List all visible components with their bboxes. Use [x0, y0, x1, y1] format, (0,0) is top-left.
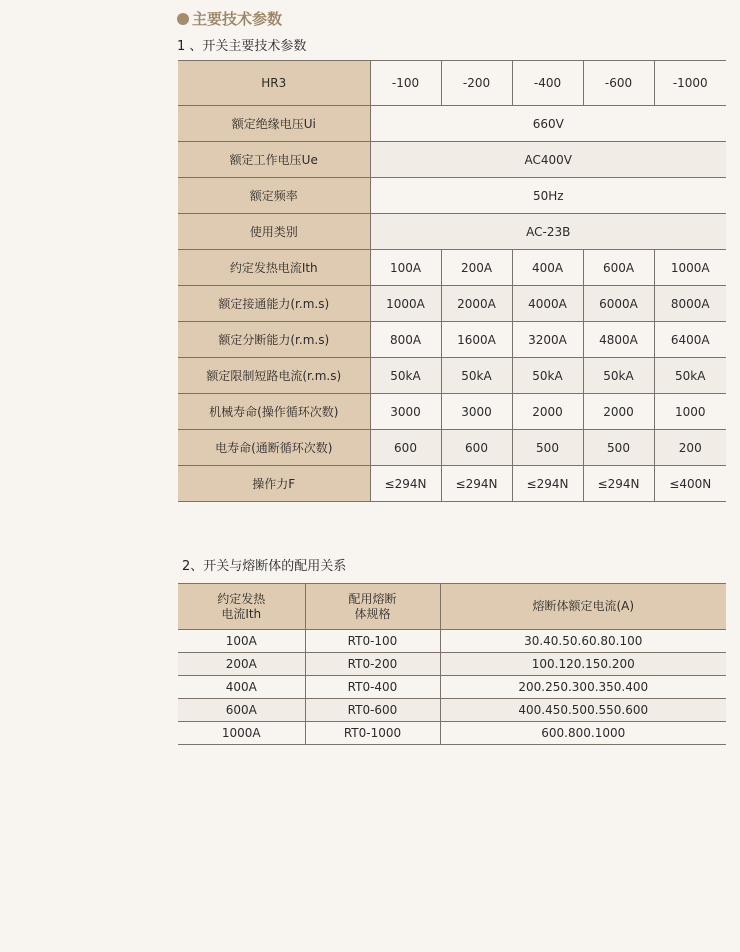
- table-row: [178, 699, 726, 722]
- table-cell: 400.450.500.550.600: [440, 699, 726, 722]
- value-cell: 1600A: [441, 322, 512, 358]
- row-label-cell: 额定频率: [178, 178, 370, 214]
- table-cell: 600A: [178, 699, 305, 722]
- value-cell: 600A: [583, 250, 654, 286]
- table-cell: 200.250.300.350.400: [440, 676, 726, 699]
- header-cell: [305, 584, 440, 630]
- row-label-cell: 约定发热电流Ith: [178, 250, 370, 286]
- value-cell: 600: [370, 430, 441, 466]
- value-cell: ≤294N: [370, 466, 441, 502]
- table-row: [178, 676, 726, 699]
- table-row: [178, 250, 726, 286]
- row-label-cell: 电寿命(通断循环次数): [178, 430, 370, 466]
- header-line: 熔断体额定电流(A): [532, 599, 635, 613]
- table-cell: RT0-100: [305, 630, 440, 653]
- table-cell: 600.800.1000: [440, 722, 726, 745]
- table-row: [178, 142, 726, 178]
- value-cell: 600: [441, 430, 512, 466]
- fuse-match-table: [178, 583, 726, 745]
- bullet-dot-icon: [177, 13, 189, 25]
- table-row: [178, 286, 726, 322]
- value-cell: 100A: [370, 250, 441, 286]
- row-label-cell: 额定限制短路电流(r.m.s): [178, 358, 370, 394]
- header-col-cell: -200: [441, 61, 512, 106]
- table-row: [178, 430, 726, 466]
- header-model-cell: HR3: [178, 61, 370, 106]
- value-cell: 50kA: [370, 358, 441, 394]
- table-row: [178, 722, 726, 745]
- row-label-cell: 额定绝缘电压Ui: [178, 106, 370, 142]
- value-cell: 200A: [441, 250, 512, 286]
- table-cell: 100A: [178, 630, 305, 653]
- value-cell: 6400A: [654, 322, 726, 358]
- table-row: [178, 178, 726, 214]
- value-cell: 3200A: [512, 322, 583, 358]
- header-line: 约定发热: [217, 591, 266, 606]
- row-label-cell: 额定工作电压Ue: [178, 142, 370, 178]
- value-cell: 2000: [583, 394, 654, 430]
- table-row: [178, 466, 726, 502]
- header-cell: [178, 584, 305, 630]
- header-col-cell: -600: [583, 61, 654, 106]
- row-label-cell: 额定分断能力(r.m.s): [178, 322, 370, 358]
- header-line: 电流Ith: [221, 606, 262, 621]
- value-cell: 4800A: [583, 322, 654, 358]
- value-cell: 500: [583, 430, 654, 466]
- value-cell: 2000: [512, 394, 583, 430]
- table-header-row: [178, 584, 726, 630]
- row-label-cell: 操作力F: [178, 466, 370, 502]
- value-cell: 2000A: [441, 286, 512, 322]
- section-title-text: 主要技术参数: [192, 10, 283, 28]
- value-cell: 500: [512, 430, 583, 466]
- value-cell: ≤400N: [654, 466, 726, 502]
- value-cell: 50kA: [441, 358, 512, 394]
- table-cell: 400A: [178, 676, 305, 699]
- table-header-row: [178, 61, 726, 106]
- table-cell: 100.120.150.200: [440, 653, 726, 676]
- table-cell: RT0-600: [305, 699, 440, 722]
- value-cell: 50kA: [512, 358, 583, 394]
- header-line: 体规格: [354, 606, 391, 621]
- value-cell: 4000A: [512, 286, 583, 322]
- header-col-cell: -100: [370, 61, 441, 106]
- section-title: [177, 8, 282, 29]
- table-row: [178, 394, 726, 430]
- value-cell: 800A: [370, 322, 441, 358]
- value-cell: 400A: [512, 250, 583, 286]
- value-cell: 1000: [654, 394, 726, 430]
- value-cell: 8000A: [654, 286, 726, 322]
- row-label-cell: 机械寿命(操作循环次数): [178, 394, 370, 430]
- value-cell: 1000A: [654, 250, 726, 286]
- table-row: [178, 630, 726, 653]
- row-label-cell: 使用类别: [178, 214, 370, 250]
- merged-value-cell: AC-23B: [370, 214, 726, 250]
- value-cell: 6000A: [583, 286, 654, 322]
- merged-value-cell: 660V: [370, 106, 726, 142]
- table-row: [178, 322, 726, 358]
- table-row: [178, 358, 726, 394]
- merged-value-cell: 50Hz: [370, 178, 726, 214]
- table-cell: RT0-200: [305, 653, 440, 676]
- switch-params-table: [178, 60, 726, 502]
- table-cell: 200A: [178, 653, 305, 676]
- row-label-cell: 额定接通能力(r.m.s): [178, 286, 370, 322]
- value-cell: 3000: [370, 394, 441, 430]
- value-cell: 200: [654, 430, 726, 466]
- header-cell: [440, 584, 726, 630]
- subtitle-fuse-match: 2、开关与熔断体的配用关系: [182, 559, 347, 574]
- value-cell: ≤294N: [583, 466, 654, 502]
- table-row: [178, 106, 726, 142]
- header-col-cell: -400: [512, 61, 583, 106]
- value-cell: 1000A: [370, 286, 441, 322]
- value-cell: 50kA: [654, 358, 726, 394]
- subtitle-switch-params: 1 、开关主要技术参数: [177, 39, 307, 54]
- value-cell: 3000: [441, 394, 512, 430]
- table-cell: 30.40.50.60.80.100: [440, 630, 726, 653]
- table-row: [178, 214, 726, 250]
- value-cell: ≤294N: [512, 466, 583, 502]
- table-cell: RT0-1000: [305, 722, 440, 745]
- header-line: 配用熔断: [348, 591, 397, 606]
- value-cell: 50kA: [583, 358, 654, 394]
- table-cell: RT0-400: [305, 676, 440, 699]
- table-cell: 1000A: [178, 722, 305, 745]
- merged-value-cell: AC400V: [370, 142, 726, 178]
- header-col-cell: -1000: [654, 61, 726, 106]
- value-cell: ≤294N: [441, 466, 512, 502]
- table-row: [178, 653, 726, 676]
